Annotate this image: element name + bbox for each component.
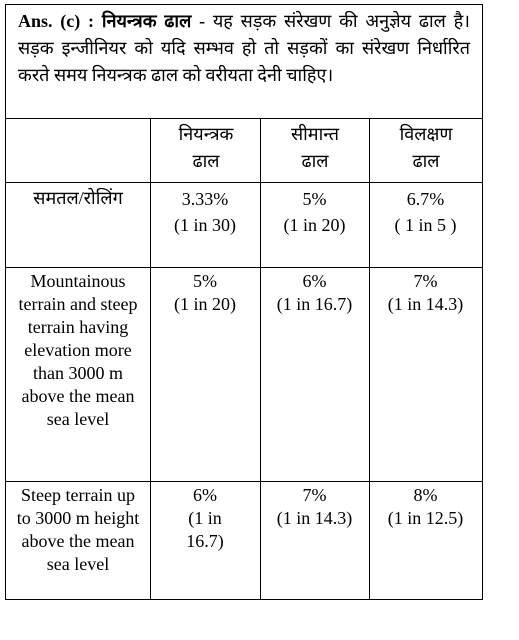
table-row-2-limiting: 6% (1 in 16.7)	[276, 271, 353, 314]
table-row-1-ruling: 3.33% (1 in 30)	[174, 189, 236, 235]
table-row-2-ruling: 5% (1 in 20)	[174, 271, 236, 314]
table-row-2-exceptional: 7% (1 in 14.3)	[387, 271, 464, 314]
table-row-3-exceptional: 8% (1 in 12.5)	[387, 485, 464, 528]
header-row-border	[6, 182, 482, 183]
table-row-1-limiting: 5% (1 in 20)	[283, 189, 346, 235]
table-row-1-terrain: समतल/रोलिंग	[33, 188, 123, 208]
table-row-1-exceptional: 6.7% ( 1 in 5 )	[394, 189, 457, 235]
answer-text: यह सड़क संरेखण की अनुज्ञेय ढाल है। सड़क इन्जीनियर को यदि सम्भव हो तो सड़कों का संरेखण निर्धारित करते समय नियन्त्रक ढाल को वरीयता देनी चाहिए।	[18, 11, 470, 85]
answer-lead: Ans. (c) : नियन्त्रक ढाल -	[18, 11, 206, 31]
table-header-limiting-gradient: सीमान्त ढाल	[290, 124, 340, 171]
answer-document	[5, 4, 483, 600]
answer-paragraph	[6, 5, 482, 118]
table-row-3-ruling: 6% (1 in 16.7)	[186, 485, 224, 551]
table-top-border	[6, 118, 482, 119]
table-header-ruling-gradient: नियन्त्रक ढाल	[178, 124, 234, 171]
table-row-2-terrain: Mountainous terrain and steep terrain having elevation more than 3000 m above the mean sea level	[18, 271, 138, 429]
table-row-3-terrain: Steep terrain up to 3000 m height above the mean sea level	[16, 485, 140, 574]
table-row-3-limiting: 7% (1 in 14.3)	[276, 485, 353, 528]
row-1-border	[6, 267, 482, 268]
row-2-border	[6, 481, 482, 482]
table-header-exceptional-gradient: विलक्षण ढाल	[399, 124, 453, 171]
